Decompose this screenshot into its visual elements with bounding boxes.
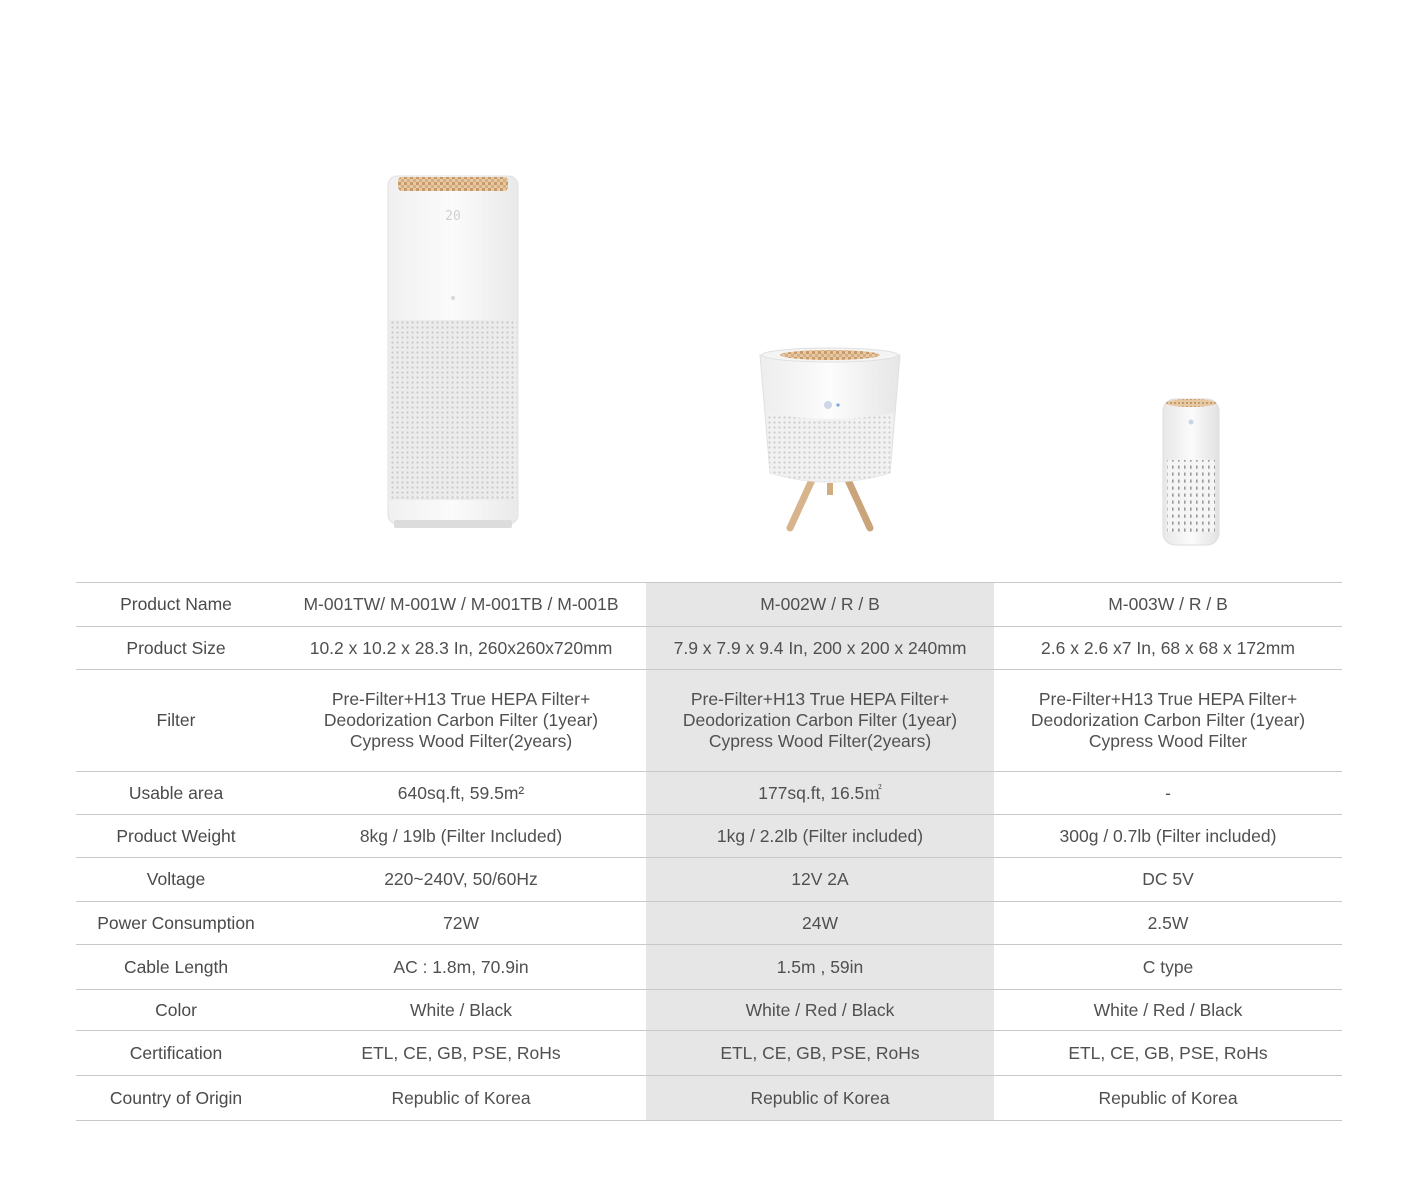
spec-cell-model-1: White / Black [276,990,646,1031]
spec-cell-model-1: Republic of Korea [276,1076,646,1121]
spec-cell-model-3: ETL, CE, GB, PSE, RoHs [994,1031,1342,1076]
spec-cell-model-1: 8kg / 19lb (Filter Included) [276,815,646,858]
spec-cell-line: Deodorization Carbon Filter (1year) [1030,710,1306,730]
spec-cell-line: Cypress Wood Filter(2years) [349,731,573,751]
mini-portable-purifier-image [1158,394,1224,550]
spec-cell-model-2: 1kg / 2.2lb (Filter included) [646,815,994,858]
spec-row [76,990,1342,1031]
spec-row [76,1031,1342,1076]
spec-cell-model-3: 2.5W [994,902,1342,945]
spec-cell-model-1: 10.2 x 10.2 x 28.3 In, 260x260x720mm [276,627,646,670]
spec-row-label: Product Name [76,583,276,627]
spec-cell-model-3: 2.6 x 2.6 x7 In, 68 x 68 x 172mm [994,627,1342,670]
spec-cell-model-2: Republic of Korea [646,1076,994,1121]
spec-row-label: Voltage [76,858,276,902]
spec-row-label: Filter [76,670,276,772]
spec-row [76,902,1342,945]
spec-row-label: Certification [76,1031,276,1076]
spec-cell-line: Cypress Wood Filter(2years) [708,731,932,751]
spec-cell-model-1: 640sq.ft, 59.5m² [276,772,646,815]
purifier-display-readout: 20 [445,209,461,224]
spec-cell-model-2: 177sq.ft, 16.5㎡ [646,772,994,815]
spec-cell-model-3: DC 5V [994,858,1342,902]
spec-cell-model-3 [994,670,1342,772]
spec-cell-line: Deodorization Carbon Filter (1year) [323,710,599,730]
spec-row-label: Product Weight [76,815,276,858]
tripod-round-purifier-image [752,345,908,535]
spec-cell-line: Pre-Filter+H13 True HEPA Filter+ [690,689,950,709]
spec-row-label: Color [76,990,276,1031]
spec-row-label: Usable area [76,772,276,815]
spec-row [76,1076,1342,1121]
spec-row [76,670,1342,772]
spec-row [76,772,1342,815]
spec-row-label: Cable Length [76,945,276,990]
spec-cell-model-3: - [994,772,1342,815]
spec-cell-line: Deodorization Carbon Filter (1year) [682,710,958,730]
spec-cell-line: Pre-Filter+H13 True HEPA Filter+ [331,689,591,709]
tall-tower-purifier-image [380,170,526,532]
spec-cell-model-1: M-001TW/ M-001W / M-001TB / M-001B [276,583,646,627]
spec-cell-model-2: M-002W / R / B [646,583,994,627]
spec-comparison-table [76,582,1342,1121]
spec-row [76,627,1342,670]
spec-cell-model-3: White / Red / Black [994,990,1342,1031]
spec-cell-model-3: M-003W / R / B [994,583,1342,627]
spec-cell-model-1: 72W [276,902,646,945]
spec-cell-model-1 [276,670,646,772]
spec-cell-model-1: AC : 1.8m, 70.9in [276,945,646,990]
spec-cell-model-3: Republic of Korea [994,1076,1342,1121]
spec-cell-model-1: 220~240V, 50/60Hz [276,858,646,902]
spec-cell-model-2: White / Red / Black [646,990,994,1031]
spec-cell-model-2: ETL, CE, GB, PSE, RoHs [646,1031,994,1076]
spec-row-label: Country of Origin [76,1076,276,1121]
spec-row [76,858,1342,902]
spec-table-body [76,583,1342,1121]
spec-cell-model-3: 300g / 0.7lb (Filter included) [994,815,1342,858]
spec-row [76,945,1342,990]
spec-cell-model-2 [646,670,994,772]
spec-row-label: Power Consumption [76,902,276,945]
product-images-row [0,0,1417,560]
spec-cell-model-1: ETL, CE, GB, PSE, RoHs [276,1031,646,1076]
spec-cell-line: Pre-Filter+H13 True HEPA Filter+ [1038,689,1298,709]
spec-cell-model-2: 24W [646,902,994,945]
spec-cell-model-3: C type [994,945,1342,990]
spec-row [76,583,1342,627]
spec-row [76,815,1342,858]
spec-row-label: Product Size [76,627,276,670]
spec-cell-model-2: 1.5m , 59in [646,945,994,990]
spec-cell-model-2: 12V 2A [646,858,994,902]
spec-cell-line: Cypress Wood Filter [1088,731,1248,751]
spec-cell-model-2: 7.9 x 7.9 x 9.4 In, 200 x 200 x 240mm [646,627,994,670]
